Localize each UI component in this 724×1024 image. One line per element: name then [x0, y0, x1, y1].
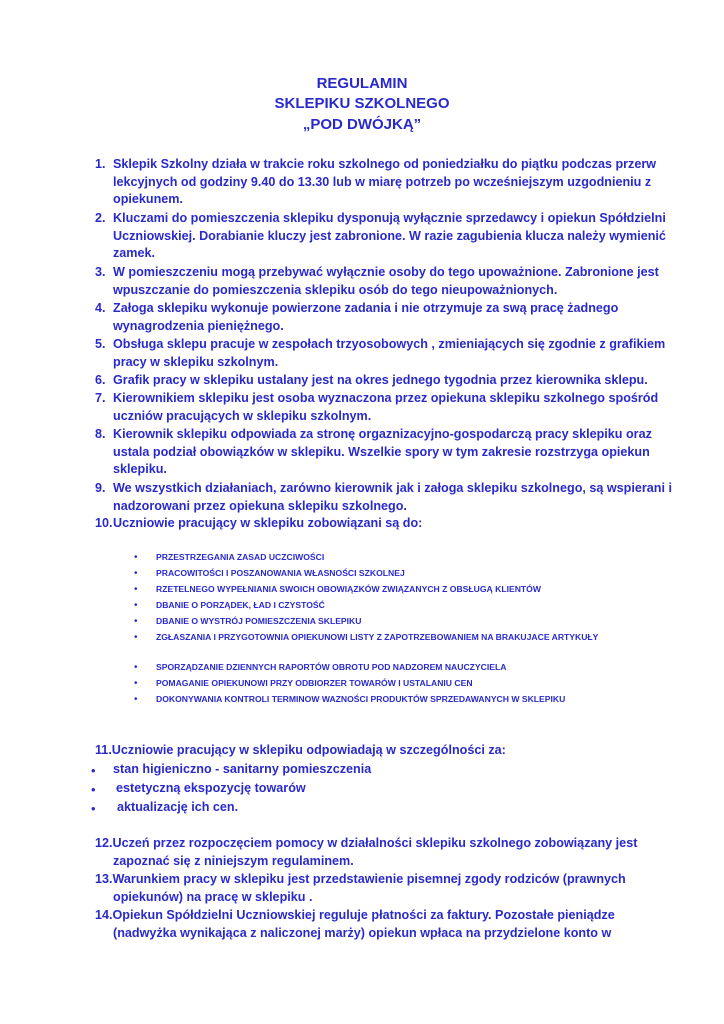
bullet: •: [134, 632, 138, 643]
rule-14-text: 14.Opiekun Spółdzielni Uczniowskiej reguluje płatności za faktury. Pozostałe pieniądze: [95, 908, 615, 922]
rule-number: 10.: [95, 516, 113, 530]
duty-item: DOKONYWANIA KONTROLI TERMINOW WAZNOŚCI PRODUKTÓW SPRZEDAWANYCH W SKLEPIKU: [156, 694, 566, 704]
bullet: •: [134, 662, 138, 673]
duty-item: PRZESTRZEGANIA ZASAD UCZCIWOŚCI: [156, 552, 325, 562]
rule-number: 5.: [95, 337, 106, 351]
rule-12-text-cont: zapoznać się z niniejszym regulaminem.: [113, 854, 354, 868]
rule-number: 4.: [95, 301, 106, 315]
bullet: •: [134, 694, 138, 705]
shop-name: „POD DWÓJKĄ”: [302, 116, 422, 133]
duty-item: ZGŁASZANIA I PRZYGOTOWNIA OPIEKUNOWI LISTY Z ZAPOTRZEBOWANIEM NA BRAKUJACE ARTYKUŁY: [156, 632, 599, 642]
rule-number: 1.: [95, 157, 106, 171]
rule-14-text-cont: (nadwyżka wynikająca z naliczonej marży) opiekun wpłaca na przydzielone konto w: [113, 926, 612, 940]
document-title: REGULAMIN: [316, 75, 408, 92]
bullet: •: [134, 584, 138, 595]
rule-11-heading: 11.Uczniowie pracujący w sklepiku odpowiadają w szczególności za:: [95, 743, 506, 757]
rule-13-text: 13.Warunkiem pracy w sklepiku jest przedstawienie pisemnej zgody rodziców (prawnych: [95, 872, 626, 886]
rule-text: Kierownikiem sklepiku jest osoba wyznaczona przez opiekuna sklepiku szkolnego spośród uczniów pracujących w sklepiku szkolnym.: [113, 391, 659, 423]
duty-item: SPORZĄDZANIE DZIENNYCH RAPORTÓW OBROTU POD NADZOREM NAUCZYCIELA: [156, 662, 507, 672]
bullet: •: [91, 801, 96, 816]
bullet: •: [134, 600, 138, 611]
rule-number: 8.: [95, 427, 106, 441]
rule-text: Obsługa sklepu pracuje w zespołach trzyosobowych , zmieniających się zgodnie z grafikiem pracy w sklepiku szkolnym.: [113, 337, 666, 369]
bullet: •: [91, 782, 96, 797]
document-subtitle: SKLEPIKU SZKOLNEGO: [274, 95, 450, 112]
duty-item: POMAGANIE OPIEKUNOWI PRZY ODBIORZER TOWARÓW I USTALANIU CEN: [156, 678, 473, 688]
bullet: •: [134, 568, 138, 579]
bullet: •: [134, 678, 138, 689]
rule-text: Sklepik Szkolny działa w trakcie roku szkolnego od poniedziałku do piątku podczas przerw lekcyjnych od godziny 9.40 do 13.30 lub w miarę potrzeb po wcześniejszym uzgodnieniu z opiekunem.: [113, 157, 657, 207]
duty-item: PRACOWITOŚCI I POSZANOWANIA WŁASNOŚCI SZKOLNEJ: [156, 568, 405, 578]
rule-text: W pomieszczeniu mogą przebywać wyłącznie osoby do tego upoważnione. Zabronione jest wpuszczanie do pomieszczenia sklepiku osób do tego nieupoważnionych.: [113, 265, 659, 297]
rule-text: Grafik pracy w sklepiku ustalany jest na okres jednego tygodnia przez kierownika sklepu.: [113, 373, 648, 387]
bullet: •: [91, 763, 96, 778]
rule-text: Kluczami do pomieszczenia sklepiku dysponują wyłącznie sprzedawcy i opiekun Spółdzielni Uczniowskiej. Dorabianie kluczy jest zabronione. W razie zagubienia klucza należy wymienić zamek.: [113, 211, 666, 261]
rule-text: Załoga sklepiku wykonuje powierzone zadania i nie otrzymuje za swą pracę żadnego wynagrodzenia pieniężnego.: [113, 301, 619, 333]
bullet: •: [134, 552, 138, 563]
duty-item: DBANIE O PORZĄDEK, ŁAD I CZYSTOŚĆ: [156, 600, 325, 610]
rule-number: 6.: [95, 373, 106, 387]
duty-item: RZETELNEGO WYPEŁNIANIA SWOICH OBOWIĄZKÓW ZWIĄZANYCH Z OBSŁUGĄ KLIENTÓW: [156, 584, 541, 594]
rule-number: 2.: [95, 211, 106, 225]
rule-12-text: 12.Uczeń przez rozpoczęciem pomocy w działalności sklepiku szkolnego zobowiązany jest: [95, 836, 638, 850]
rule-13-text-cont: opiekunów) na pracę w sklepiku .: [113, 890, 313, 904]
rule-text: Uczniowie pracujący w sklepiku zobowiązani są do:: [113, 516, 423, 530]
responsibility-item: aktualizację ich cen.: [117, 800, 239, 814]
duty-item: DBANIE O WYSTRÓJ POMIESZCZENIA SKLEPIKU: [156, 616, 362, 626]
rule-number: 3.: [95, 265, 106, 279]
rule-text: We wszystkich działaniach, zarówno kierownik jak i załoga sklepiku szkolnego, są wspierani i nadzorowani przez opiekuna sklepiku szkolnego.: [113, 481, 672, 513]
rule-number: 9.: [95, 481, 106, 495]
responsibility-item: estetyczną ekspozycję towarów: [116, 781, 306, 795]
rule-text: Kierownik sklepiku odpowiada za stronę orgaznizacyjno-gospodarczą pracy sklepiku oraz ustala podział obowiązków w sklepiku. Wszelkie spory w tym zakresie rozstrzyga opiekun sklepiku.: [113, 427, 652, 477]
responsibility-item: stan higieniczno - sanitarny pomieszczenia: [113, 762, 372, 776]
bullet: •: [134, 616, 138, 627]
rule-number: 7.: [95, 391, 106, 405]
